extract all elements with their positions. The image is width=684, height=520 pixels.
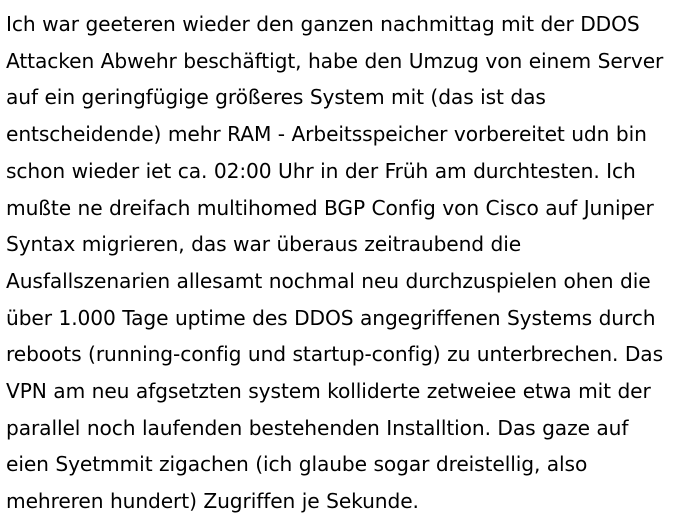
document-paragraph: Ich war geeteren wieder den ganzen nachmittag mit der DDOS Attacken Abwehr beschäftigt, habe den Umzug von einem Server auf ein geringfügige größeres System mit (das ist das entscheidende) mehr RAM - Arbeitsspeicher vorbereitet udn bin schon wieder iet ca. 02:00 Uhr in der Früh am durchtesten. Ich mußte ne dreifach multihomed BGP Config von Cisco auf Juniper Syntax migrieren, das war überaus zeitraubend die Ausfallszenarien allesamt nochmal neu durchzuspielen ohen die über 1.000 Tage uptime des DDOS angegriffenen Systems durch reboots (running-config und startup-config) zu unterbrechen. Das VPN am neu afgsetzten system kolliderte zetweiee etwa mit der parallel noch laufenden bestehenden Installtion. Das gaze auf eien Syetmmit zigachen (ich glaube sogar dreistellig, also mehreren hundert) Zugriffen je Sekunde.	[6, 12, 670, 514]
